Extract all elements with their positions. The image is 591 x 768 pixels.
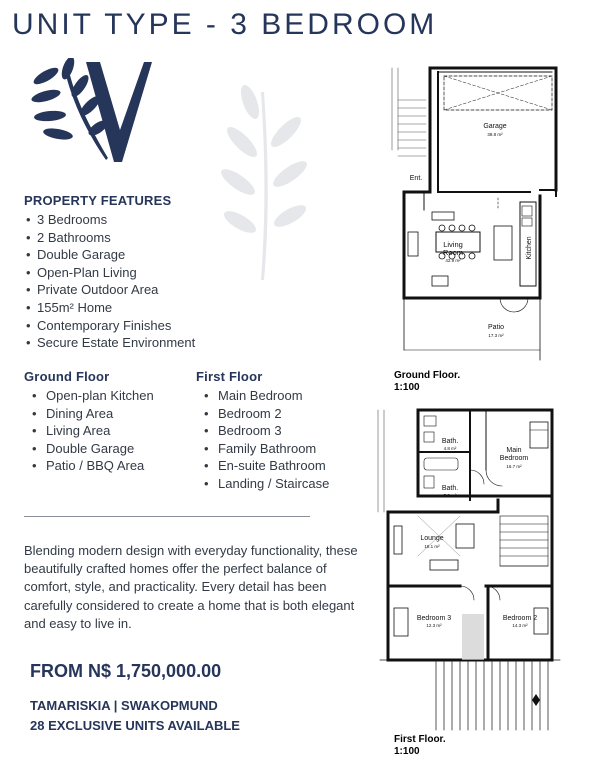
ground-floor-heading: Ground Floor xyxy=(24,369,110,384)
list-item: • Secure Estate Environment xyxy=(24,334,244,352)
main-bedroom-area: 16.7 m² xyxy=(506,464,522,469)
list-item: • 155m² Home xyxy=(24,299,244,317)
list-item: • 2 Bathrooms xyxy=(24,229,244,247)
bedroom2-area: 14.3 m² xyxy=(512,623,528,628)
ground-floor-plan-label xyxy=(394,370,460,394)
features-heading: PROPERTY FEATURES xyxy=(24,193,172,208)
living-area: 42.9 m² xyxy=(445,258,461,263)
bath2-label: Bath. xyxy=(441,485,459,492)
first-floor-plan-scale: 1:100 xyxy=(394,746,420,757)
first-floor-plan xyxy=(378,410,560,730)
list-item: • Open-plan Kitchen xyxy=(24,387,194,405)
first-floor-list xyxy=(196,387,376,493)
brand-logo xyxy=(28,58,158,168)
lounge-label: Lounge xyxy=(420,535,444,542)
list-item: • Contemporary Finishes xyxy=(24,317,244,335)
ground-floor-section xyxy=(24,369,194,475)
bath1-label: Bath. xyxy=(441,438,459,445)
features-list xyxy=(24,211,244,352)
list-item: • Open-Plan Living xyxy=(24,264,244,282)
ground-floor-plan-scale: 1:100 xyxy=(394,382,420,393)
bedroom2-label: Bedroom 2 xyxy=(502,615,538,622)
first-floor-plan-title: First Floor. xyxy=(394,734,446,745)
living-label-1: Living xyxy=(443,240,463,249)
bath2-area: 5.9 m² xyxy=(443,493,457,498)
list-item: • Bedroom 2 xyxy=(196,405,376,423)
list-item: • Main Bedroom xyxy=(196,387,376,405)
bedroom3-area: 12.3 m² xyxy=(426,623,442,628)
list-item: • En-suite Bathroom xyxy=(196,457,376,475)
list-item: • Double Garage xyxy=(24,440,194,458)
location-text: TAMARISKIA | SWAKOPMUND xyxy=(30,698,218,713)
page-title: UNIT TYPE - 3 BEDROOM xyxy=(12,8,438,41)
section-divider xyxy=(24,516,310,517)
first-floor-section xyxy=(196,369,376,493)
first-floor-heading: First Floor xyxy=(196,369,263,384)
list-item: • Patio / BBQ Area xyxy=(24,457,194,475)
ground-floor-list xyxy=(24,387,194,475)
price-text: FROM N$ 1,750,000.00 xyxy=(30,661,222,681)
patio-label: Patio xyxy=(488,324,504,331)
first-floor-plan-label xyxy=(394,734,446,758)
list-item: • Private Outdoor Area xyxy=(24,281,244,299)
bath1-area: 4.8 m² xyxy=(443,446,457,451)
units-available-text: 28 EXCLUSIVE UNITS AVAILABLE xyxy=(30,718,240,733)
main-bedroom-label-2: Bedroom xyxy=(499,455,529,462)
logo-v-mark xyxy=(86,62,152,162)
description-paragraph: Blending modern design with everyday functionality, these beautifully crafted homes offer the perfect balance of comfort, style, and practicality. Every detail has been carefully considered to create a home that is both elegant and easy to live in. xyxy=(24,543,358,631)
floor-plans xyxy=(360,58,591,768)
list-item: • Bedroom 3 xyxy=(196,422,376,440)
kitchen-label: Kitchen xyxy=(526,236,533,260)
garage-label: Garage xyxy=(483,123,507,130)
lounge-area: 18.1 m² xyxy=(424,544,440,549)
property-features xyxy=(24,193,244,352)
patio-area: 17.3 m² xyxy=(488,333,504,338)
ground-floor-plan-title: Ground Floor. xyxy=(394,370,461,381)
list-item: • Dining Area xyxy=(24,405,194,423)
list-item: • 3 Bedrooms xyxy=(24,211,244,229)
bedroom3-label: Bedroom 3 xyxy=(416,615,452,622)
main-bedroom-label-1: Main xyxy=(506,447,522,454)
living-label-2: Room xyxy=(442,248,464,257)
garage-area: 38.8 m² xyxy=(487,132,503,137)
ground-floor-plan xyxy=(392,68,556,360)
list-item: • Landing / Staircase xyxy=(196,475,376,493)
list-item: • Double Garage xyxy=(24,246,244,264)
list-item: • Living Area xyxy=(24,422,194,440)
list-item: • Family Bathroom xyxy=(196,440,376,458)
ent-label: Ent. xyxy=(409,175,423,182)
